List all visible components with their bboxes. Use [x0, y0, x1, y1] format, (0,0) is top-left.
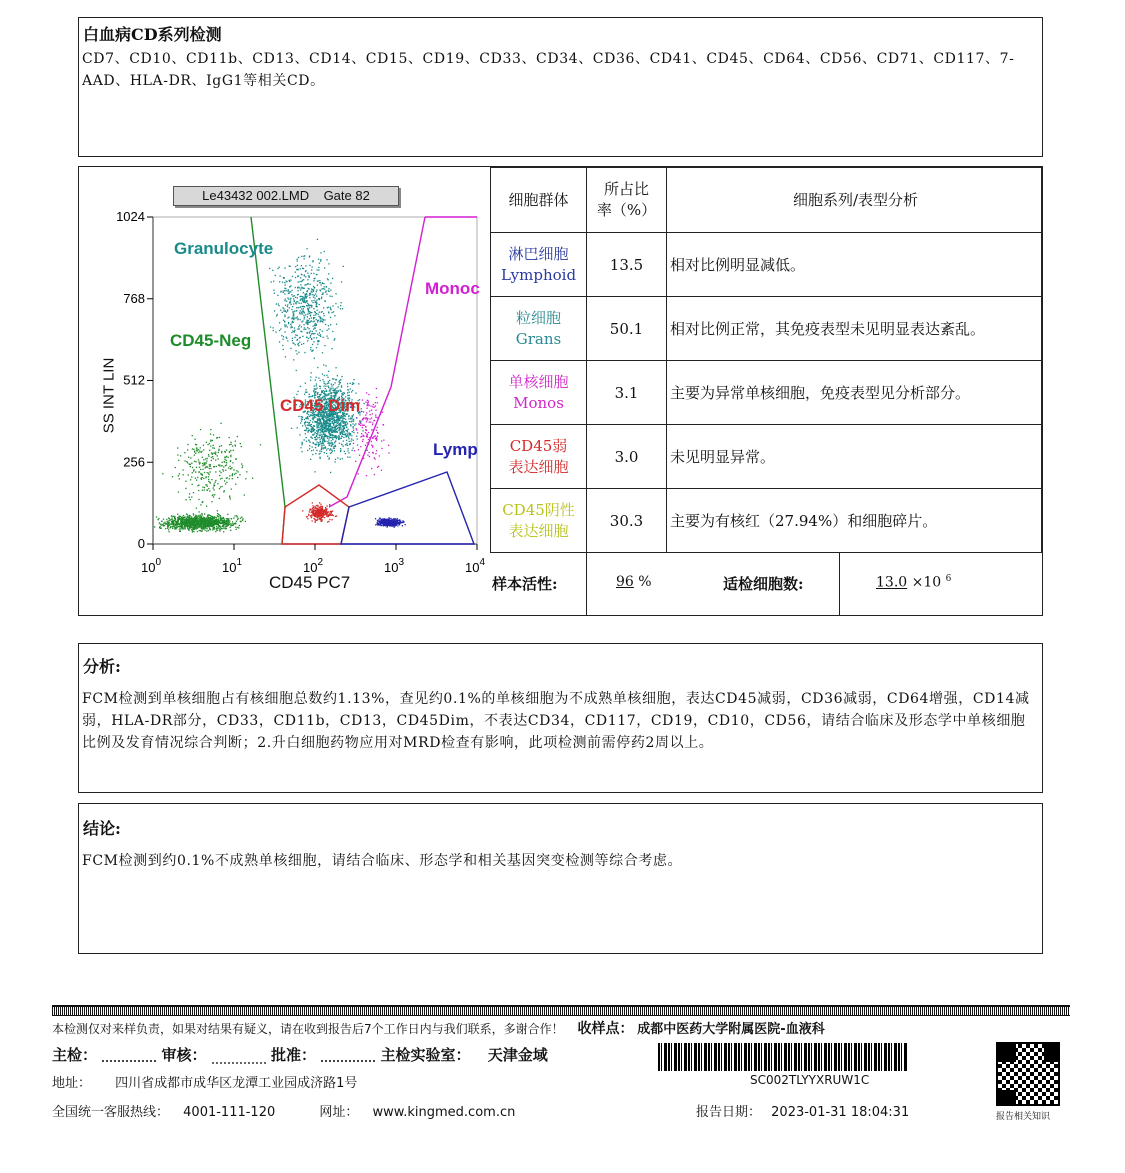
header-ratio-line2: 率（%）	[596, 201, 657, 219]
header-group: 细胞群体	[491, 168, 587, 233]
count-label: 适检细胞数:	[723, 575, 804, 593]
barcode	[658, 1043, 908, 1071]
count-mult: ×10	[911, 574, 942, 591]
test-title: 白血病CD系列检测	[83, 25, 222, 44]
y-axis-label: SS INT LIN	[100, 357, 118, 434]
cell-group-en: 表达细胞	[508, 457, 569, 476]
y-tick-label: 256	[123, 454, 145, 470]
y-tick-label: 512	[123, 372, 145, 388]
x-tick-exp: 3	[398, 557, 405, 568]
x-axis-label: CD45 PC7	[269, 573, 351, 592]
approve-label: 批准：	[270, 1046, 316, 1064]
cell-group	[491, 489, 587, 553]
table-row	[491, 297, 1042, 361]
gate-label-cd45dim: CD45 Dim	[280, 396, 361, 415]
x-tick-label	[465, 557, 485, 575]
y-tick-label: 0	[137, 536, 145, 551]
lab-value: 天津金域	[487, 1046, 548, 1064]
viability-unit: %	[638, 574, 652, 590]
table-row	[491, 233, 1042, 297]
x-tick-base: 10	[384, 560, 399, 575]
stats-row	[490, 552, 1041, 615]
viability-number: 96	[616, 574, 634, 590]
x-tick-base: 10	[141, 560, 156, 575]
qr-code	[996, 1042, 1060, 1106]
x-tick-exp: 0	[155, 557, 162, 568]
cell-group-cn: 单核细胞	[508, 372, 569, 391]
footer-rule	[52, 1005, 1070, 1016]
cell-group-en: Monos	[513, 393, 564, 412]
count-number: 13.0	[876, 574, 908, 591]
table-row	[491, 361, 1042, 425]
cell-ratio: 3.0	[587, 425, 667, 489]
barcode-text: SC002TLYYXRUW1C	[750, 1073, 870, 1087]
analysis-box	[78, 643, 1043, 793]
x-tick-exp: 1	[236, 557, 243, 568]
x-tick-exp: 2	[317, 557, 324, 568]
analysis-title: 分析:	[83, 657, 121, 676]
cell-group-en: Lymphoid	[500, 265, 577, 284]
cell-ratio: 3.1	[587, 361, 667, 425]
report-date-label: 报告日期：	[696, 1105, 762, 1120]
gate-label-monoc: Monoc	[425, 279, 480, 298]
chief-signature	[102, 1050, 156, 1062]
footer-line1	[52, 1018, 1070, 1038]
x-tick-base: 10	[465, 560, 480, 575]
cells-table	[490, 167, 1042, 553]
x-tick-label	[222, 557, 242, 575]
cell-analysis: 相对比例明显减低。	[667, 233, 1042, 297]
cell-group	[491, 425, 587, 489]
y-tick-label: 768	[123, 290, 145, 306]
disclaimer: 本检测仅对来样负责，如果对结果有疑义，请在收到报告后7个工作日内与我们联系，多谢合作！	[52, 1022, 564, 1036]
review-signature	[212, 1048, 266, 1064]
results-panel	[78, 166, 1043, 616]
cell-ratio: 13.5	[587, 233, 667, 297]
cell-analysis: 主要为异常单核细胞，免疫表型见分析部分。	[667, 361, 1042, 425]
gate-lymp	[341, 472, 474, 544]
gate-cd45neg	[251, 217, 285, 544]
x-tick-exp: 4	[479, 557, 486, 568]
cell-analysis: 未见明显异常。	[667, 425, 1042, 489]
conclusion-body: FCM检测到约0.1%不成熟单核细胞，请结合临床、形态学和相关基因突变检测等综合考虑。	[82, 853, 683, 869]
count-value	[876, 574, 951, 591]
header-analysis: 细胞系列/表型分析	[667, 168, 1042, 233]
address-label: 地址：	[52, 1076, 92, 1091]
cell-group	[491, 297, 587, 361]
table-row	[491, 489, 1042, 553]
footer	[52, 1005, 1070, 1135]
cell-ratio: 50.1	[587, 297, 667, 361]
review-label: 审核：	[161, 1046, 207, 1064]
cell-ratio: 30.3	[587, 489, 667, 553]
cell-group-cn: 粒细胞	[515, 308, 561, 327]
cell-group-cn: CD45阴性	[502, 500, 575, 519]
y-tick-label: 1024	[116, 209, 145, 224]
x-tick-base: 10	[303, 560, 318, 575]
chief-label: 主检：	[52, 1046, 98, 1064]
conclusion-box	[78, 803, 1043, 954]
cell-group	[491, 233, 587, 297]
cell-group	[491, 361, 587, 425]
scatter-plot	[79, 167, 490, 614]
footer-line4	[52, 1101, 1070, 1120]
collect-label: 收样点：	[577, 1021, 634, 1037]
test-body: CD7、CD10、CD11b、CD13、CD14、CD15、CD19、CD33、CD34、CD36、CD41、CD45、CD64、CD56、CD71、CD117、7-AAD、HLA-DR、IgG1等相关CD。	[82, 51, 1015, 89]
footer-line2	[52, 1044, 1070, 1065]
cell-group-en: 表达细胞	[508, 521, 569, 540]
cell-analysis: 主要为有核红（27.94%）和细胞碎片。	[667, 489, 1042, 553]
address-value: 四川省成都市成华区龙潭工业园成济路1号	[115, 1076, 358, 1091]
header-ratio	[587, 168, 667, 233]
gate-label-lymp: Lymp	[433, 440, 478, 459]
footer-line3	[52, 1072, 1070, 1091]
qr-caption: 报告相关知识	[996, 1112, 1051, 1122]
collect-value: 成都中医药大学附属医院-血液科	[637, 1022, 825, 1037]
hotline-value: 4001-111-120	[183, 1105, 276, 1120]
flow-plot	[79, 167, 490, 614]
gate-label-cd45neg: CD45-Neg	[170, 331, 252, 350]
report-date	[696, 1101, 909, 1120]
table-row	[491, 425, 1042, 489]
x-tick-base: 10	[222, 560, 237, 575]
cell-group-en: Grans	[515, 329, 562, 348]
hotline-label: 全国统一客服热线：	[52, 1105, 170, 1120]
x-tick-label	[141, 557, 161, 575]
cell-analysis: 相对比例正常，其免疫表型未见明显表达紊乱。	[667, 297, 1042, 361]
header-ratio-line1: 所占比	[603, 180, 649, 198]
table-header	[491, 168, 1042, 233]
conclusion-title: 结论:	[83, 819, 121, 838]
cell-group-cn: 淋巴细胞	[508, 244, 569, 263]
x-tick-label	[384, 557, 404, 575]
viability-label: 样本活性:	[492, 575, 558, 593]
report-date-value: 2023-01-31 18:04:31	[771, 1105, 910, 1120]
test-box	[78, 17, 1043, 157]
gate-monoc	[329, 217, 425, 507]
gate-label-granulocyte: Granulocyte	[174, 239, 274, 258]
analysis-body: FCM检测到单核细胞占有核细胞总数约1.13%，查见约0.1%的单核细胞为不成熟单核细胞，表达CD45减弱，CD36减弱，CD64增强，CD14减弱，HLA-DR部分，CD33，CD11b，CD13，CD45Dim，不表达CD34，CD117，CD19，CD10，CD56，请结合临床及形态学中单核细胞比例及发育情况综合判断；2.升白细胞药物应用对MRD检查有影响，此项检测前需停药2周以上。	[82, 691, 1030, 751]
approve-signature	[321, 1050, 375, 1062]
website-label: 网址：	[319, 1105, 359, 1120]
viability-value	[616, 574, 652, 590]
website-value: www.kingmed.com.cn	[372, 1105, 516, 1120]
cell-group-cn: CD45弱	[509, 436, 568, 455]
lab-label: 主检实验室：	[380, 1046, 471, 1064]
plot-header: Le43432 002.LMD Gate 82	[173, 186, 399, 206]
count-exp: 6	[945, 574, 952, 584]
